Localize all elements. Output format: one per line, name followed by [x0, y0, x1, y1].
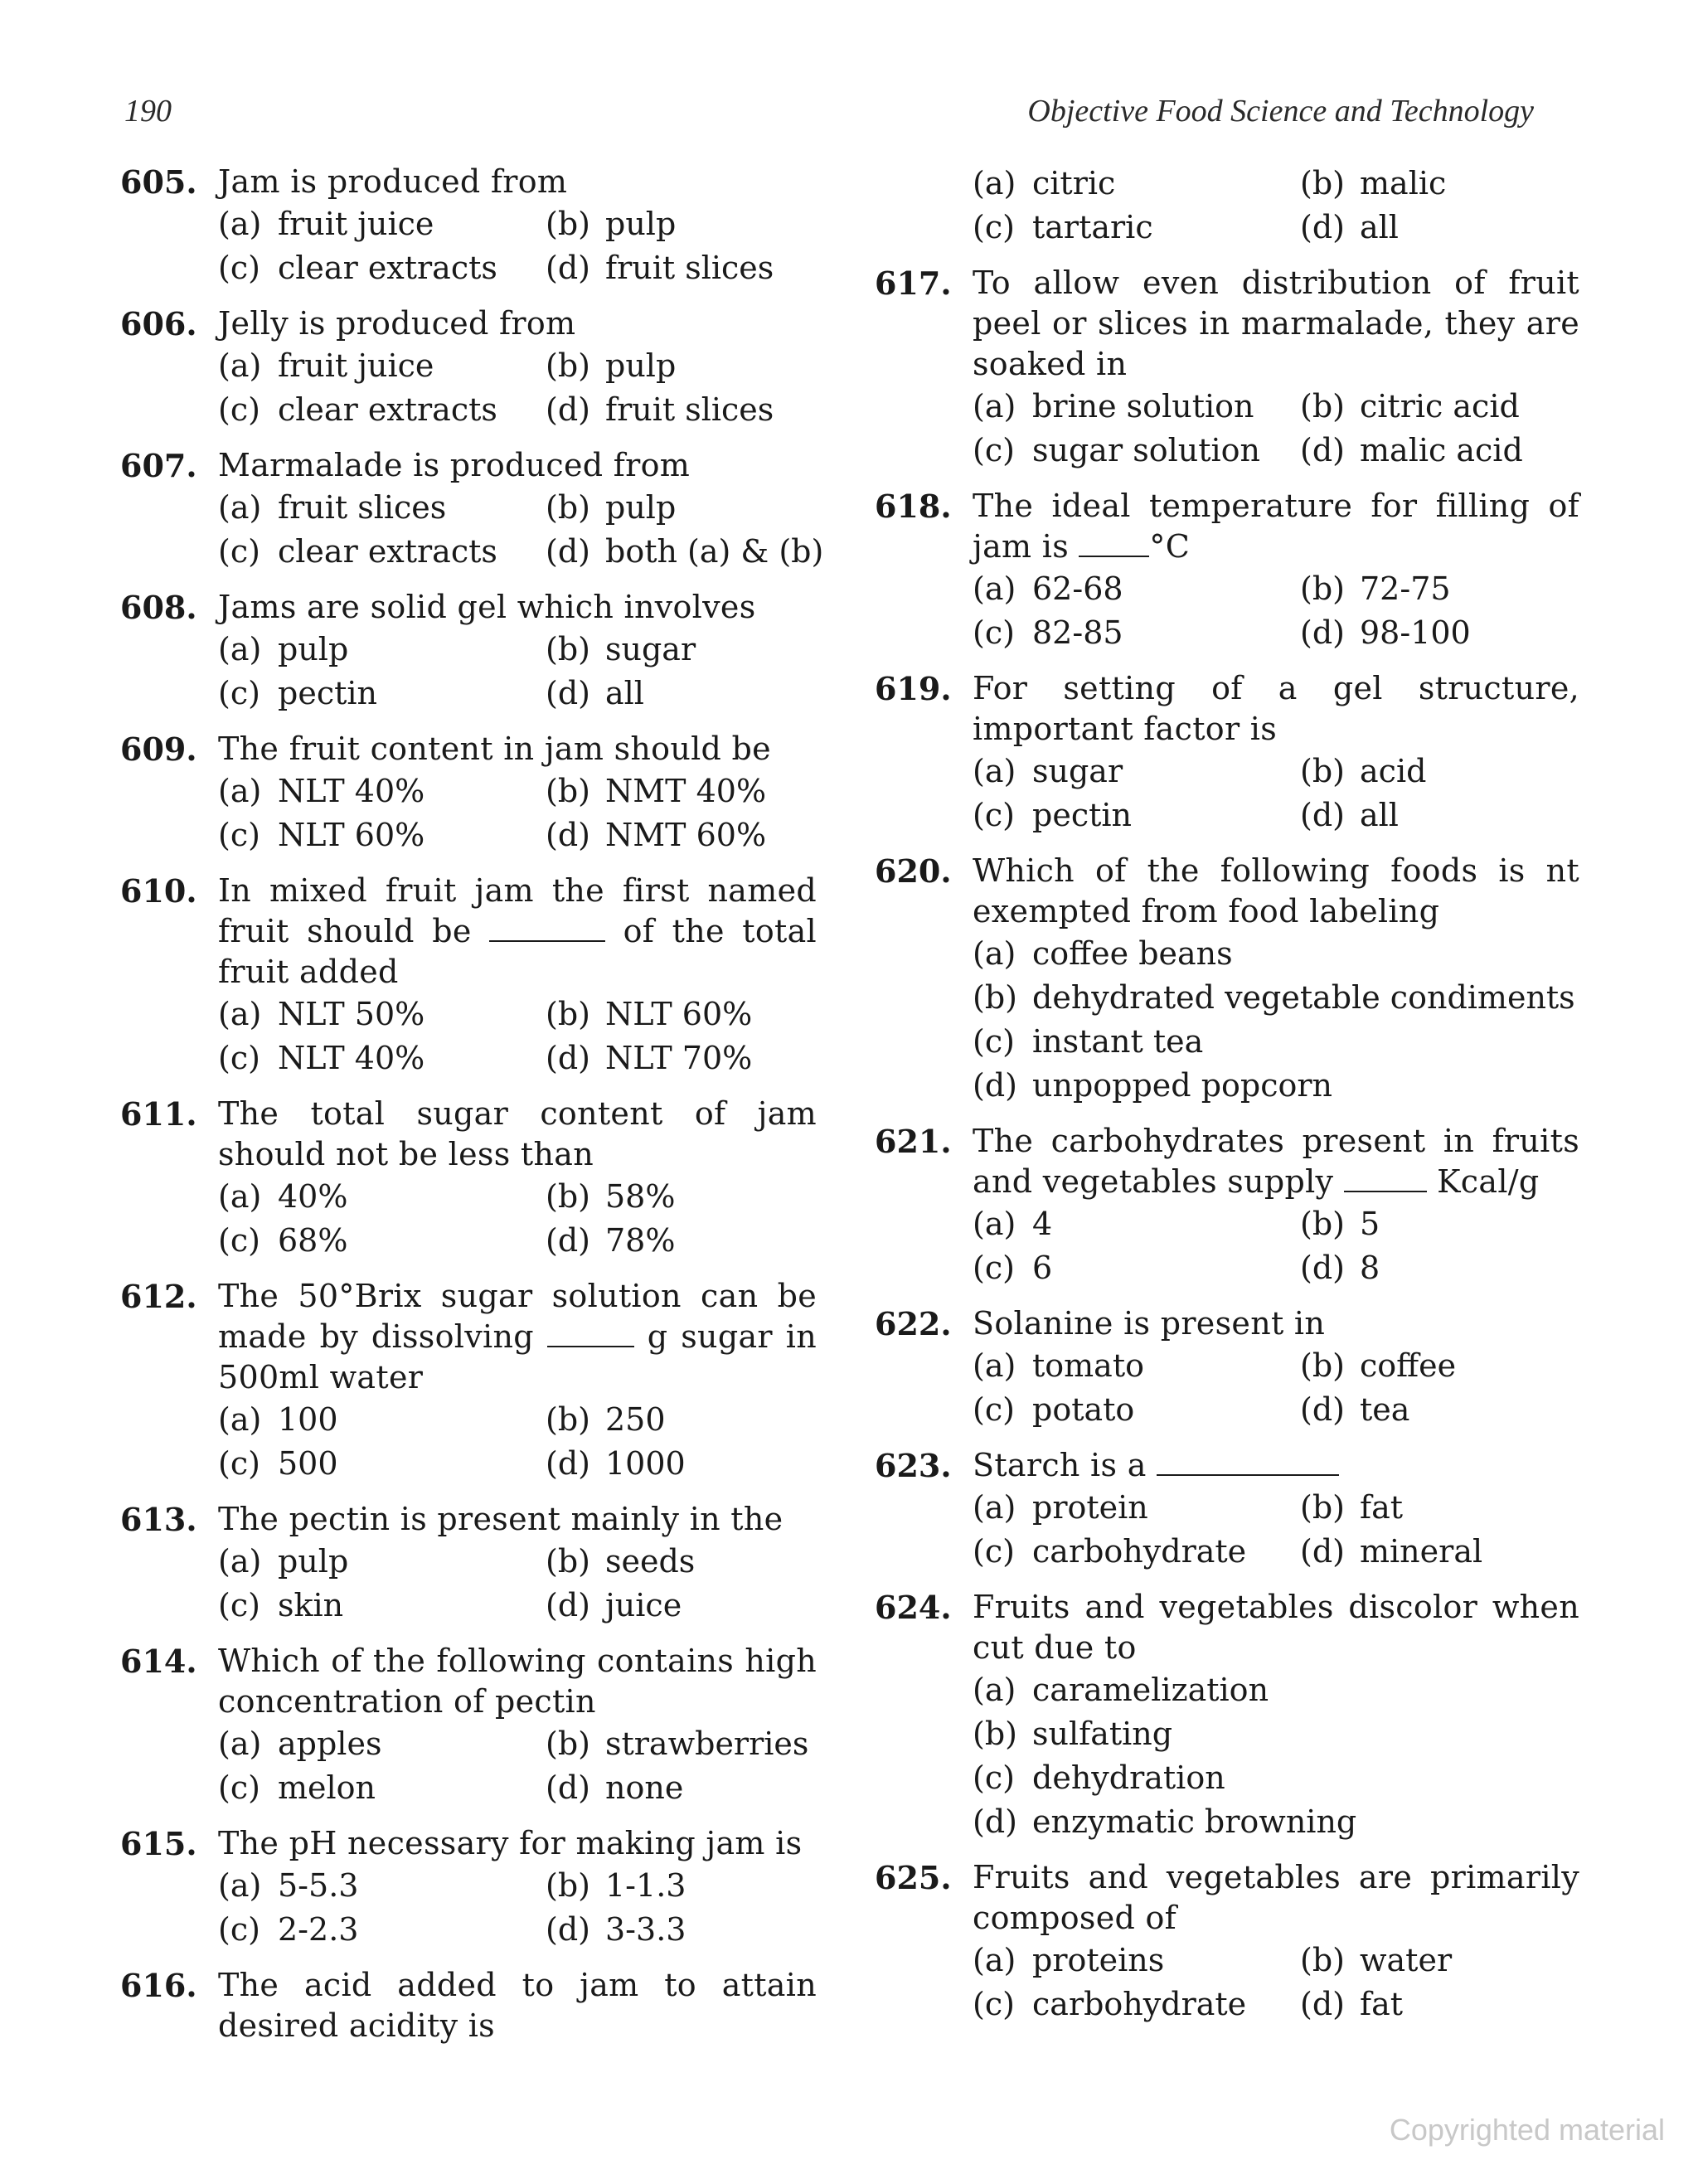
question-606 [120, 303, 817, 432]
option-a: (a) proteins [973, 1942, 1165, 1978]
right-column [875, 162, 1579, 2040]
question-number: 618. [875, 488, 952, 525]
option-d: (d) 98-100 [1300, 614, 1471, 651]
option-c: (c) clear extracts [218, 533, 497, 570]
question-618 [875, 486, 1579, 655]
option-b: (b) citric acid [1300, 388, 1520, 425]
question-number: 609. [120, 730, 197, 768]
option-d: (d) fruit slices [546, 391, 774, 428]
option-a: (a) pulp [218, 631, 349, 667]
running-title: Objective Food Science and Technology [1027, 94, 1534, 129]
option-b: (b) 1-1.3 [546, 1867, 686, 1904]
question-text: Starch is a [973, 1445, 1579, 1486]
option-b: (b) NMT 40% [546, 773, 767, 809]
option-c: (c) clear extracts [218, 250, 497, 286]
page-number: 190 [124, 94, 172, 129]
option-c: (c) 68% [218, 1222, 348, 1259]
option-b: (b) water [1300, 1942, 1453, 1978]
question-number: 611. [120, 1095, 197, 1133]
option-a: (a) NLT 50% [218, 996, 425, 1032]
question-number: 605. [120, 163, 197, 201]
options [218, 486, 824, 574]
option-d: (d) fat [1300, 1986, 1403, 2022]
question-616-options [875, 162, 1579, 250]
options [973, 1486, 1579, 1574]
option-d: (d) mineral [1300, 1533, 1483, 1570]
question-text: Jam is produced from [218, 163, 568, 200]
question-text: The pectin is present mainly in the [218, 1501, 784, 1537]
question-number: 615. [120, 1825, 197, 1862]
option-d: (d) 1000 [546, 1445, 686, 1482]
left-column [120, 162, 824, 2060]
option-d: (d) all [546, 675, 644, 711]
option-b: (b) 5 [1300, 1206, 1380, 1242]
option-d: (d) all [1300, 797, 1399, 833]
question-605 [120, 162, 817, 290]
question-623 [875, 1445, 1579, 1574]
option-b: (b) pulp [546, 347, 677, 384]
option-d: (d) juice [546, 1587, 682, 1623]
option-b: (b) fat [1300, 1489, 1403, 1526]
option-d: (d) enzymatic browning [973, 1803, 1357, 1840]
question-607 [120, 445, 824, 574]
question-617 [875, 263, 1579, 473]
question-number: 622. [875, 1305, 952, 1342]
question-621 [875, 1121, 1579, 1290]
answer-blank [1157, 1449, 1339, 1476]
option-d: (d) NMT 60% [546, 817, 767, 853]
options [218, 628, 817, 716]
options [218, 1540, 817, 1628]
option-a: (a) tomato [973, 1347, 1144, 1384]
option-d: (d) NLT 70% [546, 1040, 753, 1076]
option-a: (a) caramelization [973, 1672, 1269, 1708]
question-text: The acid added to jam to attain desired acidity is [218, 1967, 817, 2044]
question-text: Fruits and vegetables are primarily composed of [973, 1859, 1579, 1936]
option-a: (a) 4 [973, 1206, 1053, 1242]
question-number: 625. [875, 1859, 952, 1896]
option-a: (a) pulp [218, 1543, 349, 1580]
option-c: (c) 6 [973, 1250, 1053, 1286]
option-c: (c) 500 [218, 1445, 338, 1482]
question-number: 621. [875, 1123, 952, 1160]
option-c: (c) dehydration [973, 1759, 1225, 1796]
question-612 [120, 1276, 817, 1486]
option-c: (c) carbohydrate [973, 1986, 1247, 2022]
question-text: The 50°Brix sugar solution can be made by dissolving g sugar in 500ml water [218, 1278, 817, 1395]
option-b: (b) pulp [546, 206, 677, 242]
option-c: (c) instant tea [973, 1023, 1204, 1060]
page-header [124, 93, 1574, 134]
option-a: (a) fruit slices [218, 489, 447, 526]
option-d: (d) all [1300, 209, 1399, 245]
question-number: 617. [875, 265, 952, 302]
options [218, 1398, 817, 1486]
option-a: (a) 100 [218, 1401, 338, 1438]
question-number: 610. [120, 872, 197, 910]
option-a: (a) NLT 40% [218, 773, 425, 809]
option-a: (a) fruit juice [218, 347, 434, 384]
option-a: (a) 62-68 [973, 570, 1123, 607]
question-610 [120, 871, 817, 1080]
options [973, 1668, 1579, 1844]
question-number: 614. [120, 1643, 197, 1680]
question-number: 620. [875, 852, 952, 890]
question-text: Which of the following contains high concentration of pectin [218, 1643, 817, 1720]
option-d: (d) 8 [1300, 1250, 1380, 1286]
question-text: Jams are solid gel which involves [218, 589, 756, 625]
option-a: (a) protein [973, 1489, 1148, 1526]
options [973, 567, 1579, 655]
option-c: (c) melon [218, 1769, 376, 1806]
option-b: (b) 58% [546, 1178, 676, 1215]
question-text: Marmalade is produced from [218, 447, 691, 483]
option-d: (d) unpopped popcorn [973, 1067, 1333, 1104]
question-number: 613. [120, 1501, 197, 1538]
question-text: Jelly is produced from [218, 305, 576, 342]
option-d: (d) both (a) & (b) [546, 533, 824, 570]
options [973, 1202, 1579, 1290]
options [973, 1344, 1579, 1432]
option-c: (c) 2-2.3 [218, 1911, 359, 1948]
option-c: (c) pectin [218, 675, 377, 711]
option-d: (d) tea [1300, 1391, 1410, 1428]
option-a: (a) 40% [218, 1178, 348, 1215]
question-number: 606. [120, 305, 197, 342]
question-number: 623. [875, 1447, 952, 1484]
question-text: The total sugar content of jam should not be less than [218, 1095, 817, 1172]
option-a: (a) fruit juice [218, 206, 434, 242]
question-625 [875, 1857, 1579, 2026]
option-a: (a) brine solution [973, 388, 1254, 425]
option-a: (a) citric [973, 165, 1116, 201]
question-text: For setting of a gel structure, important factor is [973, 670, 1579, 747]
options [218, 202, 817, 290]
option-c: (c) skin [218, 1587, 344, 1623]
answer-blank [1344, 1166, 1427, 1192]
options [218, 769, 817, 857]
option-b: (b) seeds [546, 1543, 696, 1580]
question-text: The pH necessary for making jam is [218, 1825, 803, 1861]
option-d: (d) none [546, 1769, 684, 1806]
option-d: (d) 78% [546, 1222, 676, 1259]
options [973, 1939, 1579, 2026]
option-a: (a) 5-5.3 [218, 1867, 359, 1904]
answer-blank [1079, 531, 1149, 557]
option-a: (a) sugar [973, 753, 1123, 789]
option-b: (b) sulfating [973, 1716, 1173, 1752]
option-c: (c) 82-85 [973, 614, 1123, 651]
question-614 [120, 1641, 817, 1810]
question-number: 624. [875, 1589, 952, 1626]
question-620 [875, 851, 1579, 1108]
question-text: Which of the following foods is nt exempted from food labeling [973, 852, 1579, 929]
question-624 [875, 1587, 1579, 1844]
question-622 [875, 1303, 1579, 1432]
option-b: (b) 72-75 [1300, 570, 1451, 607]
question-616 [120, 1965, 817, 2046]
option-b: (b) malic [1300, 165, 1447, 201]
question-609 [120, 729, 817, 857]
question-text: In mixed fruit jam the first named fruit should be of the total fruit added [218, 872, 817, 990]
options [218, 1864, 817, 1952]
option-c: (c) sugar solution [973, 432, 1260, 468]
options [973, 385, 1579, 473]
option-b: (b) acid [1300, 753, 1427, 789]
option-c: (c) pectin [973, 797, 1132, 833]
options [218, 993, 817, 1080]
options [973, 932, 1579, 1108]
option-c: (c) clear extracts [218, 391, 497, 428]
question-611 [120, 1094, 817, 1263]
options [218, 344, 817, 432]
option-c: (c) carbohydrate [973, 1533, 1247, 1570]
options [218, 1175, 817, 1263]
question-text: Solanine is present in [973, 1305, 1326, 1342]
question-619 [875, 668, 1579, 837]
answer-blank [489, 915, 605, 942]
option-a: (a) apples [218, 1725, 382, 1762]
option-c: (c) NLT 40% [218, 1040, 425, 1076]
question-number: 619. [875, 670, 952, 707]
option-b: (b) NLT 60% [546, 996, 753, 1032]
answer-blank [547, 1321, 634, 1347]
question-613 [120, 1499, 817, 1628]
question-text: The ideal temperature for filling of jam is °C [973, 488, 1579, 565]
question-number: 612. [120, 1278, 197, 1315]
option-c: (c) tartaric [973, 209, 1153, 245]
option-c: (c) potato [973, 1391, 1135, 1428]
options [973, 162, 1579, 250]
question-615 [120, 1823, 817, 1952]
question-text: The carbohydrates present in fruits and vegetables supply Kcal/g [973, 1123, 1579, 1200]
option-d: (d) 3-3.3 [546, 1911, 686, 1948]
option-a: (a) coffee beans [973, 935, 1233, 972]
option-d: (d) fruit slices [546, 250, 774, 286]
options [218, 1722, 817, 1810]
question-number: 616. [120, 1967, 197, 2004]
options [973, 750, 1579, 837]
option-b: (b) strawberries [546, 1725, 809, 1762]
question-text: Fruits and vegetables discolor when cut due to [973, 1589, 1579, 1666]
option-c: (c) NLT 60% [218, 817, 425, 853]
option-b: (b) pulp [546, 489, 677, 526]
question-text: The fruit content in jam should be [218, 730, 771, 767]
copyright-watermark: Copyrighted material [1389, 2113, 1665, 2147]
option-b: (b) sugar [546, 631, 696, 667]
option-b: (b) 250 [546, 1401, 666, 1438]
option-b: (b) coffee [1300, 1347, 1457, 1384]
question-number: 607. [120, 447, 197, 484]
question-number: 608. [120, 589, 197, 626]
option-b: (b) dehydrated vegetable condiments [973, 979, 1575, 1016]
option-d: (d) malic acid [1300, 432, 1523, 468]
question-text: To allow even distribution of fruit peel or slices in marmalade, they are soaked in [973, 265, 1579, 382]
question-608 [120, 587, 817, 716]
